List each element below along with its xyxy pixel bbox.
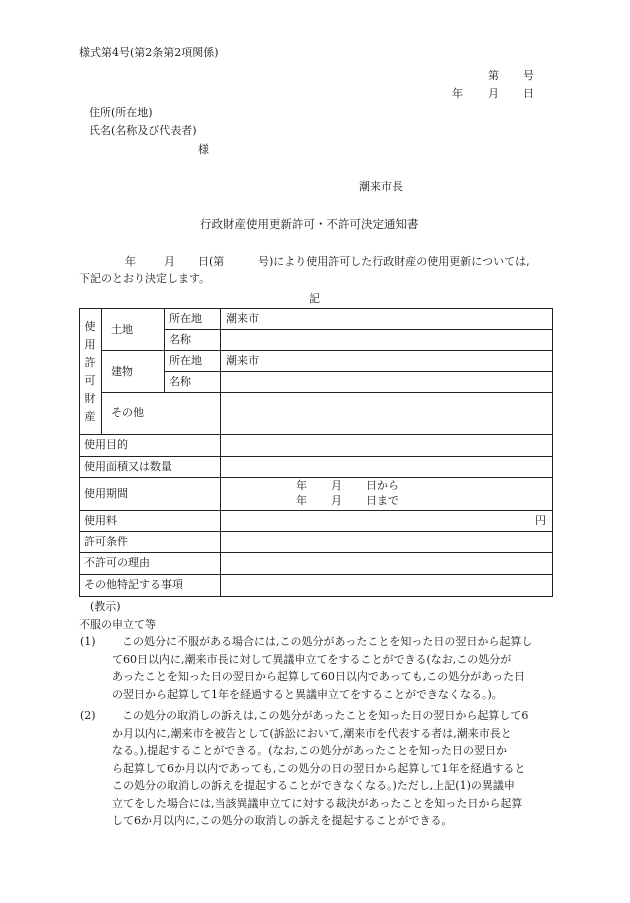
purpose-label: 使用目的 bbox=[84, 438, 128, 451]
sama-label: 様 bbox=[198, 143, 209, 156]
vertical-label-char: 財 bbox=[84, 392, 96, 405]
vertical-label-char: 産 bbox=[84, 410, 96, 423]
land-name-label: 名称 bbox=[169, 333, 191, 346]
doc-date-month: 月 bbox=[488, 87, 499, 100]
ki-label: 記 bbox=[309, 292, 320, 305]
notice-item2-line: この処分の取消しの訴えは,この処分があったことを知った日の翌日から起算して6 bbox=[122, 709, 529, 722]
period-to-month: 月 bbox=[331, 494, 342, 507]
intro-day: 日(第 bbox=[198, 255, 225, 268]
doc-number-dai: 第 bbox=[488, 69, 499, 82]
notice-item2-line: ら起算して6か月以内であっても,この処分の日の翌日から起算して1年を経過すると bbox=[112, 761, 526, 775]
notice-heading: (教示) bbox=[90, 600, 121, 613]
vertical-label-char: 使 bbox=[84, 320, 96, 333]
vertical-label-char: 可 bbox=[84, 374, 96, 387]
conditions-label: 許可条件 bbox=[84, 535, 128, 548]
address-label: 住所(所在地) bbox=[89, 106, 153, 119]
notice-item1-line: この処分に不服がある場合には,この処分があったことを知った日の翌日から起算し bbox=[122, 635, 533, 648]
period-to-year: 年 bbox=[296, 494, 307, 507]
other-label: その他 bbox=[111, 406, 144, 419]
building-label: 建物 bbox=[111, 365, 133, 378]
notice-item2-line: 立てをした場合には,当該異議申立てに対する裁決があったことを知った日から起算 bbox=[112, 796, 523, 810]
notice-item1-line: て60日以内に,潮来市長に対して異議申立てをすることができる(なお,この処分が bbox=[112, 652, 512, 666]
fee-label: 使用料 bbox=[84, 514, 117, 527]
building-location-label: 所在地 bbox=[169, 354, 202, 367]
remarks-label: その他特記する事項 bbox=[84, 578, 183, 591]
period-from-year: 年 bbox=[296, 479, 307, 492]
notice-subheading: 不服の申立て等 bbox=[79, 618, 156, 631]
period-to-day: 日まで bbox=[366, 494, 399, 507]
refusal-reason-label: 不許可の理由 bbox=[84, 556, 150, 569]
intro-go-rest: 号)により使用許可した行政財産の使用更新については, bbox=[258, 255, 530, 268]
notice-item1-number: (1) bbox=[80, 635, 96, 648]
vertical-label-char: 許 bbox=[84, 356, 96, 369]
area-label: 使用面積又は数量 bbox=[84, 460, 172, 473]
notice-item1-line: あったことを知った日の翌日から起算して60日以内であっても,この処分があった日 bbox=[112, 670, 526, 683]
form-number: 様式第4号(第2条第2項関係) bbox=[79, 46, 219, 59]
doc-date-year: 年 bbox=[452, 87, 463, 100]
issuer: 潮来市長 bbox=[359, 180, 403, 193]
notice-item1 bbox=[112, 633, 554, 703]
notice-item2 bbox=[112, 707, 554, 830]
notice-item2-line: なる。),提起することができる。(なお,この処分があったことを知った日の翌日か bbox=[112, 744, 507, 757]
doc-number-go: 号 bbox=[523, 69, 534, 82]
fee-unit: 円 bbox=[535, 514, 546, 527]
notice-item2-line: この処分の取消しの訴えを提起することができなくなる。)ただし,上記(1)の異議申 bbox=[112, 779, 515, 792]
notice-item2-number: (2) bbox=[80, 709, 96, 722]
period-label: 使用期間 bbox=[84, 487, 128, 500]
land-label: 土地 bbox=[111, 323, 133, 336]
period-from-month: 月 bbox=[331, 479, 342, 492]
notice-item1-line: の翌日から起算して1年を経過すると異議申立てをすることができなくなる。)。 bbox=[112, 687, 503, 701]
document-title: 行政財産使用更新許可・不許可決定通知書 bbox=[200, 217, 419, 231]
land-location-label: 所在地 bbox=[169, 312, 202, 325]
notice-item2-line: か月以内に,潮来市を被告として(訴訟において,潮来市を代表する者は,潮来市長と bbox=[112, 726, 512, 740]
intro-year: 年 bbox=[125, 255, 136, 268]
intro-line2: 下記のとおり決定します。 bbox=[79, 272, 211, 285]
doc-date-day: 日 bbox=[523, 87, 534, 100]
building-location-value: 潮来市 bbox=[226, 354, 259, 367]
vertical-label-char: 用 bbox=[84, 338, 96, 351]
land-location-value: 潮来市 bbox=[226, 312, 259, 325]
period-from-day: 日から bbox=[366, 479, 399, 492]
name-label: 氏名(名称及び代表者) bbox=[89, 124, 197, 137]
intro-month: 月 bbox=[164, 255, 175, 268]
notice-item2-line: して6か月以内に,この処分の取消しの訴えを提起することができる。 bbox=[112, 814, 453, 827]
building-name-label: 名称 bbox=[169, 375, 191, 388]
